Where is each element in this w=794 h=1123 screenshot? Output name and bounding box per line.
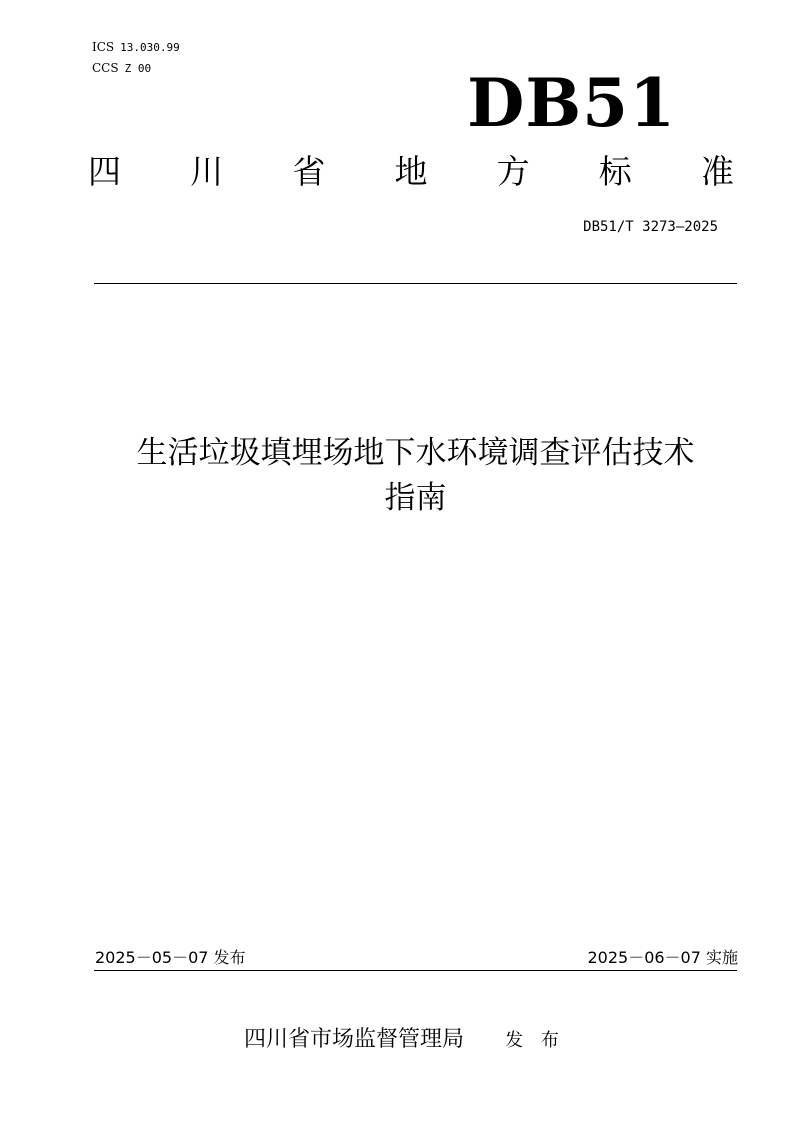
footer-divider: [94, 970, 737, 971]
publish-label: 发 布: [505, 1030, 565, 1051]
document-title-line-2: 指南: [384, 480, 447, 516]
standard-type-char: 省: [292, 152, 326, 191]
document-title-line-1: 生活垃圾填埋场地下水环境调查评估技术: [136, 435, 695, 471]
standard-type-char: 标: [598, 152, 632, 191]
ccs-code: Z 00: [124, 62, 152, 75]
publisher-name: 四川省市场监督管理局: [244, 1027, 465, 1052]
ics-code: 13.030.99: [120, 41, 180, 54]
ccs-label: CCS: [92, 61, 119, 75]
release-date: 2025－05－07 发布: [95, 948, 246, 967]
standard-type-heading: [88, 154, 734, 190]
standard-type-char: 四: [88, 152, 121, 191]
header-divider: [94, 283, 737, 284]
standard-type-char: 方: [496, 152, 530, 191]
ics-line: [92, 40, 180, 55]
ics-label: ICS: [92, 40, 115, 54]
standard-type-char: 川: [190, 152, 224, 191]
standard-type-char: 准: [700, 152, 734, 191]
ccs-line: [92, 61, 151, 76]
publisher-line: [244, 1027, 565, 1054]
document-title: [94, 431, 737, 521]
standard-number: DB51/T 3273—2025: [583, 219, 718, 235]
standard-type-char: 地: [394, 152, 428, 191]
standard-logo: DB51: [467, 64, 676, 142]
implementation-date: 2025－06－07 实施: [587, 948, 738, 967]
